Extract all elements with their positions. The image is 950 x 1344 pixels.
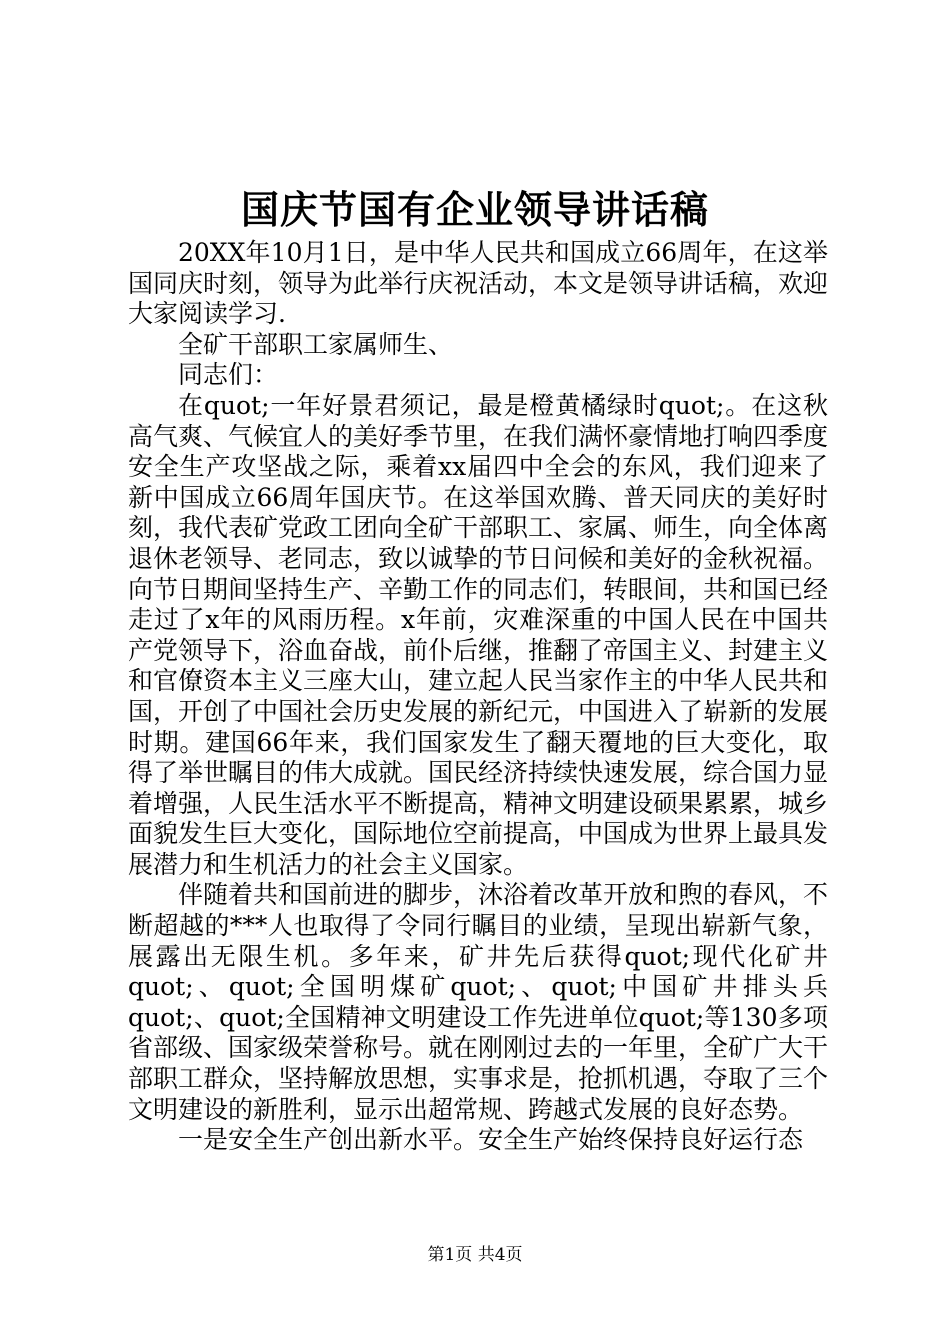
paragraph-body-3: 一是安全生产创出新水平。安全生产始终保持良好运行态: [178, 1125, 804, 1155]
page-number-footer: 第1页 共4页: [427, 1245, 523, 1265]
paragraph-body-1: 在quot;一年好景君须记，最是橙黄橘绿时quot;。在这秋高气爽、气候宜人的美好季节里，在我们满怀豪情地打响四季度安全生产攻坚战之际，乘着xx届四中全会的东风，我们迎来了新中国成立66周年国庆节。在这举国欢腾、普天同庆的美好时刻，我代表矿党政工团向全矿干部职工、家属、师生，向全体离退休老领导、老同志，致以诚挚的节日问候和美好的金秋祝福。向节日期间坚持生产、辛勤工作的同志们，转眼间，共和国已经走过了x年的风雨历程。x年前，灾难深重的中国人民在中国共产党领导下，浴血奋战，前仆后继，推翻了帝国主义、封建主义和官僚资本主义三座大山，建立起人民当家作主的中华人民共和国，开创了中国社会历史发展的新纪元，中国进入了崭新的发展时期。建国66年来，我们国家发生了翻天覆地的巨大变化，取得了举世瞩目的伟大成就。国民经济持续快速发展，综合国力显着增强，人民生活水平不断提高，精神文明建设硕果累累，城乡面貌发生巨大变化，国际地位空前提高，中国成为世界上最具发展潜力和生机活力的社会主义国家。: [128, 390, 829, 879]
document-body: [128, 238, 828, 1156]
page-title: 国庆节国有企业领导讲话稿: [240, 187, 709, 232]
paragraph-body-2: 伴随着共和国前进的脚步，沐浴着改革开放和煦的春风，不断超越的***人也取得了令同行瞩目的业绩，呈现出崭新气象，展露出无限生机。多年来，矿井先后获得quot;现代化矿井quot;、quot;全国明煤矿quot;、quot;中国矿井排头兵quot;、quot;全国精神文明建设工作先进单位quot;等130多项省部级、国家级荣誉称号。就在刚刚过去的一年里，全矿广大干部职工群众，坚持解放思想，实事求是，抢抓机遇，夺取了三个文明建设的新胜利，显示出超常规、跨越式发展的良好态势。: [128, 880, 829, 1124]
paragraph-intro: 20XX年10月1日，是中华人民共和国成立66周年，在这举国同庆时刻，领导为此举行庆祝活动，本文是领导讲话稿，欢迎大家阅读学习.: [128, 238, 829, 329]
paragraph-greeting: 同志们：: [178, 360, 279, 390]
paragraph-salutation: 全矿干部职工家属师生、: [178, 329, 454, 359]
